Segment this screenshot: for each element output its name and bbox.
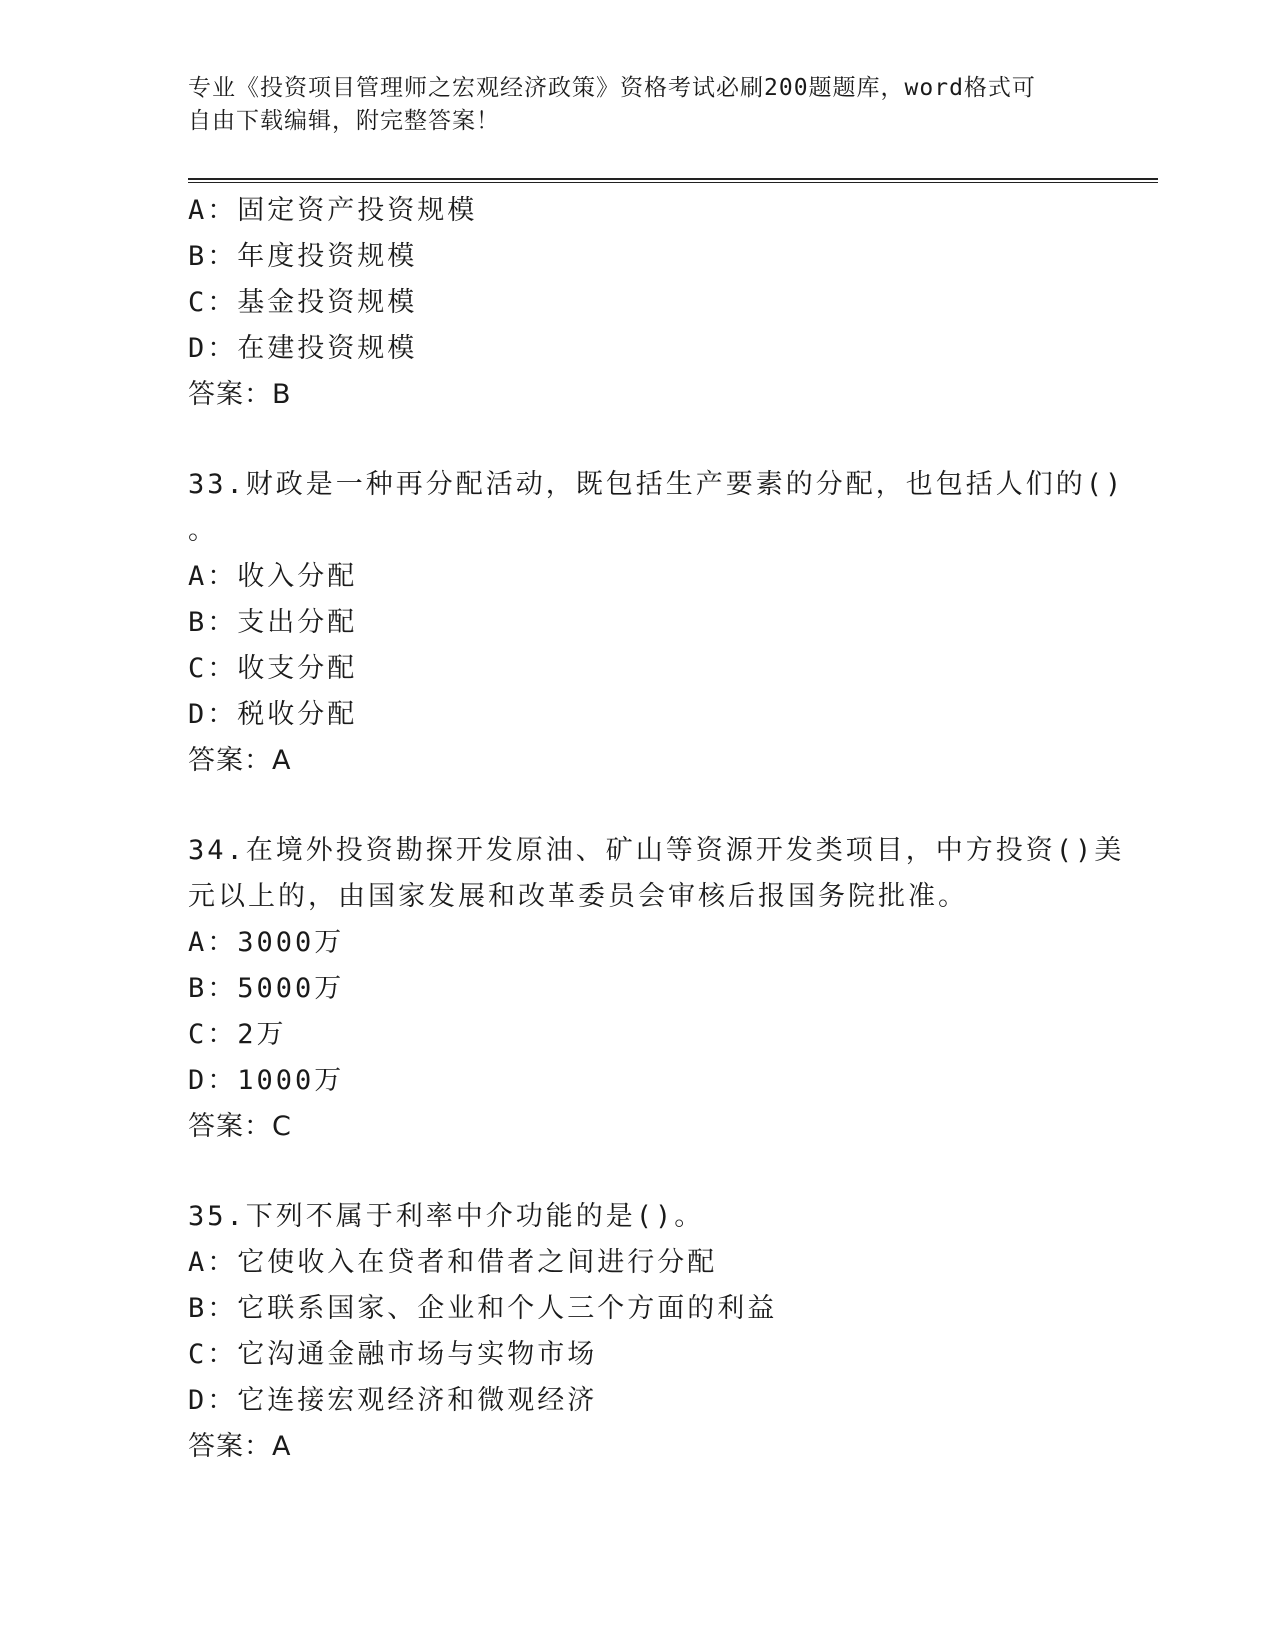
option-d: D：在建投资规模 xyxy=(188,333,418,364)
option-d: D：1000万 xyxy=(188,1065,345,1096)
answer-line: 答案：A xyxy=(188,745,292,776)
question-text-line: 33.财政是一种再分配活动，既包括生产要素的分配，也包括人们的() xyxy=(188,469,1125,500)
question-text-line: 。 xyxy=(188,515,218,546)
option-c: C：收支分配 xyxy=(188,653,358,684)
spacer xyxy=(188,784,1088,828)
question-text-line: 34.在境外投资勘探开发原油、矿山等资源开发类项目，中方投资()美 xyxy=(188,835,1125,866)
question-34 xyxy=(188,828,1125,1150)
header-line-2: 自由下载编辑，附完整答案！ xyxy=(188,108,500,134)
option-a: A：收入分配 xyxy=(188,561,358,592)
question-text-line: 35.下列不属于利率中介功能的是()。 xyxy=(188,1201,705,1232)
answer-line: 答案：A xyxy=(188,1431,292,1462)
option-c: C：2万 xyxy=(188,1019,287,1050)
answer-line: 答案：B xyxy=(188,379,292,410)
option-b: B：5000万 xyxy=(188,973,345,1004)
question-text-line: 元以上的，由国家发展和改革委员会审核后报国务院批准。 xyxy=(188,881,968,912)
option-d: D：它连接宏观经济和微观经济 xyxy=(188,1385,598,1416)
option-a: A：固定资产投资规模 xyxy=(188,195,478,226)
document-header xyxy=(188,72,1088,138)
question-35 xyxy=(188,1194,1088,1470)
option-c: C：基金投资规模 xyxy=(188,287,418,318)
header-line-1: 专业《投资项目管理师之宏观经济政策》资格考试必刷200题题库，word格式可 xyxy=(188,75,1036,101)
option-a: A：它使收入在贷者和借者之间进行分配 xyxy=(188,1247,718,1278)
question-32-tail xyxy=(188,188,1088,418)
question-33 xyxy=(188,462,1125,784)
option-b: B：年度投资规模 xyxy=(188,241,418,272)
option-c: C：它沟通金融市场与实物市场 xyxy=(188,1339,598,1370)
answer-line: 答案：C xyxy=(188,1111,292,1142)
option-b: B：它联系国家、企业和个人三个方面的利益 xyxy=(188,1293,778,1324)
spacer xyxy=(188,1150,1088,1194)
header-divider xyxy=(188,178,1158,183)
question-list xyxy=(188,188,1125,1470)
option-a: A：3000万 xyxy=(188,927,345,958)
option-b: B：支出分配 xyxy=(188,607,358,638)
spacer xyxy=(188,418,1088,462)
option-d: D：税收分配 xyxy=(188,699,358,730)
